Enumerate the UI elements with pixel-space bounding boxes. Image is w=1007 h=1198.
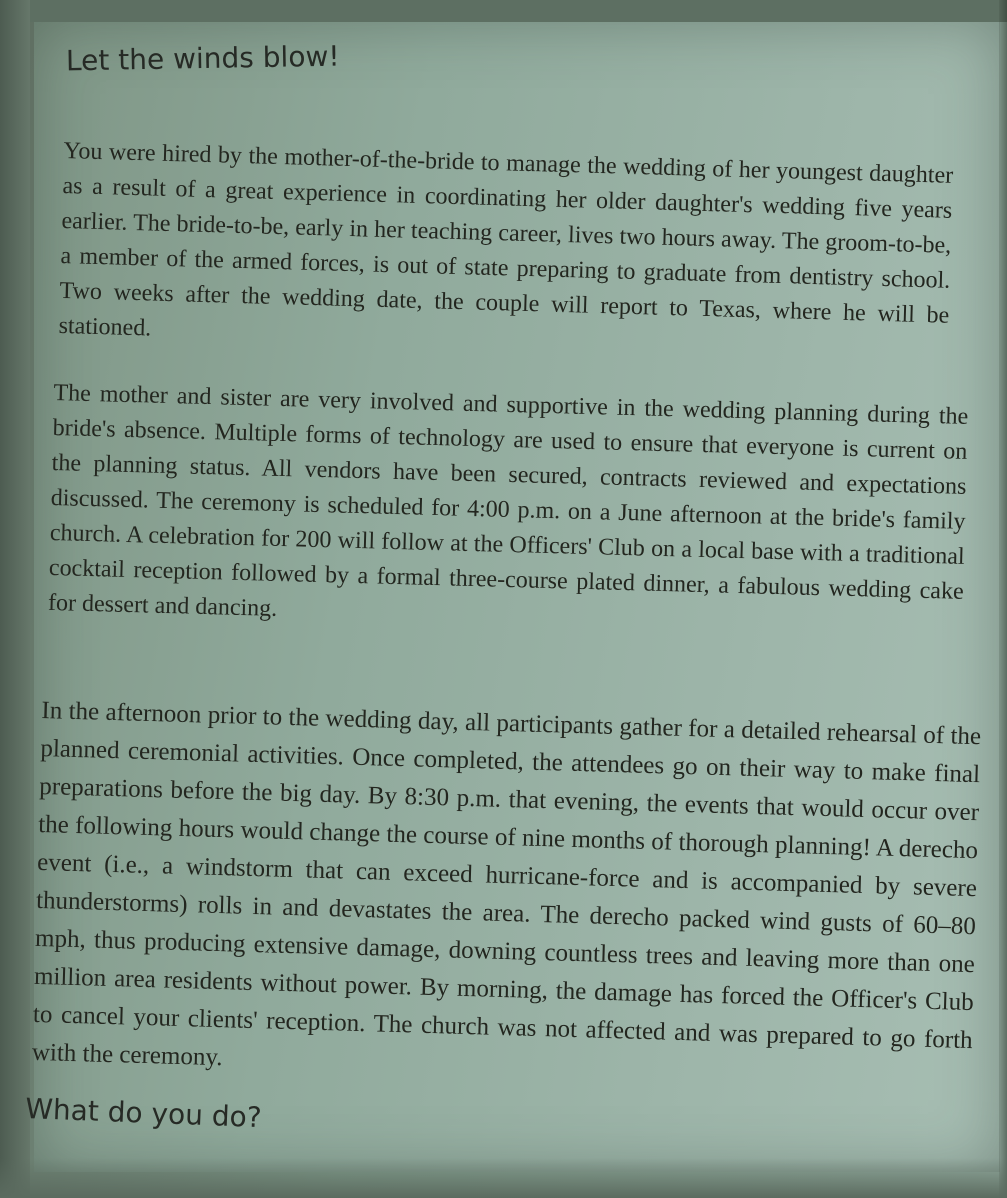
page-bottom-shadow: [0, 1158, 1007, 1198]
paragraph-1: You were hired by the mother-of-the-bride to manage the wedding of her youngest daughter as a result of a great experience in coordinating her older daughter's wedding five years earlier. The bride-to-be, early in her teaching career, lives two hours away. The groom-to-be, a member of the armed forces, is out of state preparing to graduate from dentistry school. Two weeks after the wedding date, the couple will report to Texas, where he will be stationed.: [58, 137, 954, 342]
page-top-edge: [0, 0, 1007, 22]
page-right-shadow: [999, 0, 1007, 1198]
panel-content: [24, 22, 1000, 1172]
book-gutter: [0, 0, 30, 1198]
paragraph-2: The mother and sister are very involved and supportive in the wedding planning during the bride's absence. Multiple forms of technology are used to ensure that everyone is current on the planning status. All vendors have been secured, contracts reviewed and expectations discussed. The ceremony is scheduled for 4:00 p.m. on a June afternoon at the bride's family church. A celebration for 200 will follow at the Officers' Club on a local base with a traditional cocktail reception followed by a formal three-course plated dinner, a fabulous wedding cake for dessert and dancing.: [47, 379, 969, 622]
case-study-panel: [24, 22, 1000, 1172]
case-title: Let the winds blow!: [65, 39, 340, 78]
discussion-question: What do you do?: [24, 1092, 263, 1135]
paragraph-3: In the afternoon prior to the wedding day, all participants gather for a detailed rehearsal of the planned ceremonial activities. Once completed, the attendees go on their way to make final preparations before the big day. By 8:30 p.m. that evening, the events that would occur over the following hours would change the course of nine months of thorough planning! A derecho event (i.e., a windstorm that can exceed hurricane-force and is accompanied by severe thunderstorms) rolls in and devastates the area. The derecho packed wind gusts of 60–80 mph, thus producing extensive damage, downing countless trees and leaving more than one million area residents without power. By morning, the damage has forced the Officer's Club to cancel your clients' reception. The church was not affected and was prepared to go forth with the ceremony.: [31, 696, 982, 1072]
